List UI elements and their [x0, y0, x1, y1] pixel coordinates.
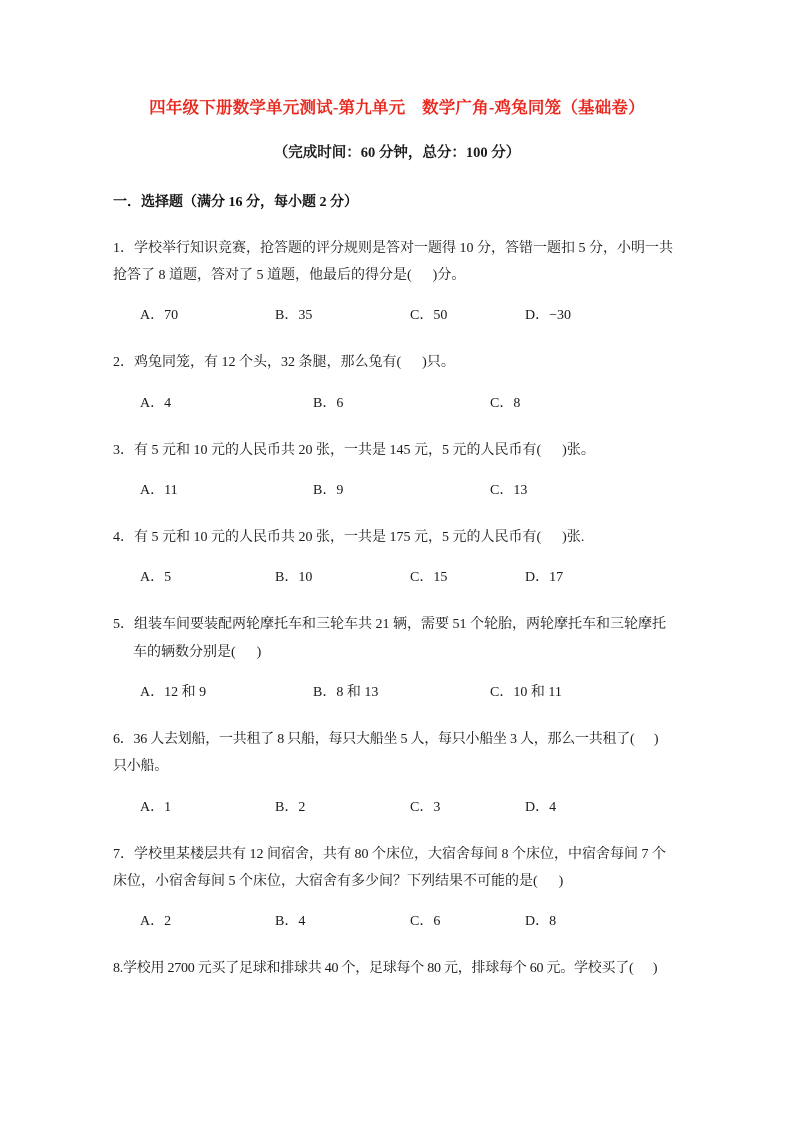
question-3 — [113, 415, 681, 464]
question-1-option-a[interactable]: A．70 — [140, 308, 179, 324]
question-5-line-1: 5．组装车间要装配两轮摩托车和三轮车共 21 辆，需要 51 个轮胎，两轮摩托车和三轮摩托 — [113, 617, 666, 633]
question-1 — [113, 213, 681, 290]
question-5-option-b[interactable]: B．8 和 13 — [313, 684, 379, 700]
question-8-line-1: 8.学校用 2700 元买了足球和排球共 40 个，足球每个 80 元，排球每个 60 元。学校买了( ) — [113, 961, 658, 977]
question-6-line-2: 只小船。 — [113, 759, 168, 775]
question-7-option-c[interactable]: C．6 — [410, 914, 441, 930]
question-5-option-a[interactable]: A．12 和 9 — [140, 684, 207, 700]
question-2-line-1: 2．鸡兔同笼，有 12 个头，32 条腿，那么兔有( )只。 — [113, 355, 455, 371]
question-7-option-d[interactable]: D．8 — [525, 914, 557, 930]
question-8 — [113, 933, 681, 982]
question-4-options — [113, 551, 681, 589]
question-3-options — [113, 464, 681, 502]
question-6-option-d[interactable]: D．4 — [525, 799, 557, 815]
question-2 — [113, 327, 681, 376]
question-4-option-a[interactable]: A．5 — [140, 570, 172, 586]
question-1-option-d[interactable]: D．−30 — [525, 308, 572, 324]
question-3-option-c[interactable]: C．13 — [490, 483, 528, 499]
question-5-line-2: 车的辆数分别是( ) — [133, 644, 262, 660]
question-6-options — [113, 781, 681, 819]
question-2-options — [113, 377, 681, 415]
question-7-option-a[interactable]: A．2 — [140, 914, 172, 930]
section-header-multiple-choice: 一．选择题（满分 16 分，每小题 2 分） — [113, 195, 358, 211]
question-6-option-a[interactable]: A．1 — [140, 799, 172, 815]
question-2-option-c[interactable]: C．8 — [490, 395, 521, 411]
question-7 — [113, 819, 681, 896]
question-6-line-1: 6．36 人去划船，一共租了 8 只船，每只大船坐 5 人，每只小船坐 3 人，那么一共租了( ) — [113, 731, 659, 747]
question-6-option-c[interactable]: C．3 — [410, 799, 441, 815]
question-5 — [113, 589, 681, 666]
question-2-option-a[interactable]: A．4 — [140, 395, 172, 411]
question-6-option-b[interactable]: B．2 — [275, 799, 306, 815]
question-4 — [113, 502, 681, 551]
page-content — [113, 0, 681, 982]
question-4-option-b[interactable]: B．10 — [275, 570, 313, 586]
question-1-line-2: 抢答了 8 道题，答对了 5 道题，他最后的得分是( )分。 — [113, 268, 466, 284]
question-2-option-b[interactable]: B．6 — [313, 395, 344, 411]
question-7-line-2: 床位，小宿舍每间 5 个床位，大宿舍有多少间？下列结果不可能的是( ) — [113, 873, 564, 889]
question-1-option-b[interactable]: B．35 — [275, 308, 313, 324]
question-4-option-c[interactable]: C．15 — [410, 570, 448, 586]
page-title: 四年级下册数学单元测试-第九单元 数学广角-鸡兔同笼（基础卷） — [149, 98, 645, 117]
question-7-line-1: 7．学校里某楼层共有 12 间宿舍，共有 80 个床位，大宿舍每间 8 个床位，中宿舍每间 7 个 — [113, 846, 666, 862]
question-5-options — [113, 666, 681, 704]
question-1-option-c[interactable]: C．50 — [410, 308, 448, 324]
question-3-option-b[interactable]: B．9 — [313, 483, 344, 499]
question-3-line-1: 3．有 5 元和 10 元的人民币共 20 张，一共是 145 元，5 元的人民币有( )张。 — [113, 442, 595, 458]
question-3-option-a[interactable]: A．11 — [140, 483, 178, 499]
question-7-options — [113, 895, 681, 933]
question-4-option-d[interactable]: D．17 — [525, 570, 564, 586]
question-5-option-c[interactable]: C．10 和 11 — [490, 684, 562, 700]
question-6 — [113, 704, 681, 781]
question-7-option-b[interactable]: B．4 — [275, 914, 306, 930]
question-4-line-1: 4．有 5 元和 10 元的人民币共 20 张，一共是 175 元，5 元的人民币有( )张. — [113, 530, 585, 546]
question-1-options — [113, 289, 681, 327]
question-1-line-1: 1．学校举行知识竞赛，抢答题的评分规则是答对一题得 10 分，答错一题扣 5 分，小明一共 — [113, 240, 673, 256]
exam-info-subtitle: （完成时间：60 分钟，总分：100 分） — [273, 145, 521, 162]
